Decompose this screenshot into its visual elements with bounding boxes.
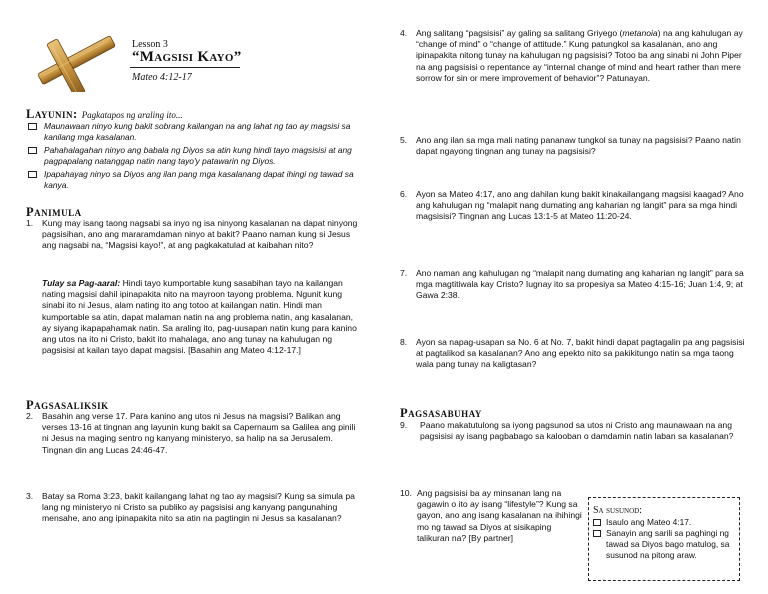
checkbox-icon bbox=[28, 147, 37, 154]
question-1: 1. Kung may isang taong nagsabi sa inyo ng isa ninyong kasalanan na dapat ninyong pagsisihan, ano ang mararamdaman ninyo at bakit? Paano naman kung si Jesus ang nagsabi na, “Magsisi kayo!”, at ang pagkakatulad at kaibahan nito? bbox=[26, 218, 358, 251]
question-7: 7. Ano naman ang kahulugan ng “malapit nang dumating ang kaharian ng langit” para sa mga magtitiwala kay Cristo? Iugnay ito sa propesiya sa Mateo 4:15-16; Juan 1:4, 9; at Gawa 2:38. bbox=[400, 268, 744, 301]
wooden-cross-icon bbox=[28, 30, 126, 92]
layunin-heading-row bbox=[26, 106, 183, 122]
left-column bbox=[26, 0, 364, 524]
list-item: Pahahalagahan ninyo ang babala ng Diyos sa atin kung hindi tayo magsisisi at ang pagpapalang natanggap natin nang tayo'y patawarin ng Diyos. bbox=[28, 145, 364, 167]
tulay-paragraph bbox=[42, 278, 364, 356]
title-divider bbox=[130, 67, 240, 68]
question-3: 3. Batay sa Roma 3:23, bakit kailangang lahat ng tao ay magsisi? Kung sa simula pa lang ng ministeryo ni Cristo sa publiko ay pagsisisi ang kanyang pangunahing mensahe, ano ang ipinapakita nito sa atin na pagtingin ni Jesus sa kasalanan? bbox=[26, 491, 355, 524]
tulay-text: Hindi tayo kumportable kung sasabihan tayo na kailangan nating magsisi dahil ipinapakita nito na mayroon tayong problema. Ngunit kung sinabi ito ni Jesus, alam nating ito ang totoo at kailangan natin. Hindi man kumportable sa atin, dapat malaman natin na ang problema natin, ang kasalanan, ay siyang ikapapahamak natin. Sa araling ito, pag-uusapan natin kung para kanino ang utos na ito ni Cristo, bakit ito mahalaga, ano ang tunay na kahulugan ng pagsisisi at kailan tayo dapat magsisi. [Basahin ang Mateo 4:12-17.] bbox=[42, 278, 357, 356]
question-9: 9. Paano makatutulong sa iyong pagsunod sa utos ni Cristo ang maunawaan na ang pagsisisi ay isang pagbabago sa kalooban o damdamin natin laban sa kasalanan? bbox=[400, 420, 734, 442]
lesson-title: “Magsisi Kayo” bbox=[132, 49, 242, 65]
checkbox-icon bbox=[593, 530, 601, 537]
layunin-heading: Layunin: bbox=[26, 107, 78, 121]
tulay-label: Tulay sa Pag-aaral: bbox=[42, 278, 121, 288]
question-6: 6. Ayon sa Mateo 4:17, ano ang dahilan kung bakit kinakailangang magsisi kaagad? Ano ang kahulugan ng “malapit nang dumating ang kaharian ng langit” para sa mga hindi magsisisi? Tingnan ang Lucas 13:1-5 at Mateo 11:20-24. bbox=[400, 189, 744, 222]
checkbox-icon bbox=[28, 171, 37, 178]
sa-susunod-box bbox=[588, 497, 740, 581]
pagsasabuhay-heading: Pagsasabuhay bbox=[400, 406, 482, 420]
pagsasaliksik-heading: Pagsasaliksik bbox=[26, 398, 109, 412]
list-item: Ipapahayag ninyo sa Diyos ang ilan pang mga kasalanang dapat ihingi ng tawad sa kanya. bbox=[28, 169, 364, 191]
panimula-heading: Panimula bbox=[26, 205, 82, 219]
list-item: Maunawaan ninyo kung bakit sobrang kailangan na ang lahat ng tao ay magsisi sa kanilang mga kasalanan. bbox=[28, 121, 364, 143]
checkbox-icon bbox=[593, 519, 601, 526]
lesson-header bbox=[26, 0, 364, 106]
checkbox-icon bbox=[28, 123, 37, 130]
list-item: Isaulo ang Mateo 4:17. bbox=[593, 517, 733, 528]
question-2: 2. Basahin ang verse 17. Para kanino ang utos ni Jesus na magsisi? Balikan ang verses 13-16 at tingnan ang layunin kung bakit sa Capernaum sa Galilea ang pinili ni Jesus na maging sentro ng kanyang ministeryo, sa halip na sa Jerusalem. Tingnan din ang Lucas 24:46-47. bbox=[26, 411, 356, 455]
question-8: 8. Ayon sa napag-usapan sa No. 6 at No. 7, bakit hindi dapat pagtagalin pa ang pagsisisi at pagtalikod sa kasalanan? Ano ang epekto nito sa pakikitungo natin sa mga taong wala pang tunay na kaligtasan? bbox=[400, 337, 745, 370]
question-10: 10. Ang pagsisisi ba ay minsanan lang na gagawin o ito ay isang “lifestyle”? Kung sa gayon, ano ang isang kasalanan na ihihingi mo ng tawad sa Diyos at sisikaping talikuran na? [By partner] bbox=[400, 488, 582, 543]
scripture-reference: Mateo 4:12-17 bbox=[132, 72, 192, 83]
lesson-label: Lesson 3 bbox=[132, 39, 168, 50]
question-5: 5. Ano ang ilan sa mga mali nating pananaw tungkol sa tunay na pagsisisi? Paano natin dapat ngayong tingnan ang tunay na pagsisisi? bbox=[400, 135, 741, 157]
question-4: 4. Ang salitang “pagsisisi” ay galing sa salitang Griyego (metanoia) na ang kahulugan ay “change of mind” o “change of attitude.” Kung patungkol sa kasalanan, ano ang ipinapakita nitong tunay na kahulugan ng pagsisisi? Totoo ba ang sinabi ni John Piper na ang pagsisisi o repentance ay “internal change of mind and heart rather than mere sorrow for sin or mere improvement of behavior”? Patunayan. bbox=[400, 28, 743, 83]
objectives-list bbox=[28, 121, 364, 193]
layunin-lead: Pagkatapos ng araling ito... bbox=[81, 110, 183, 120]
sa-susunod-list bbox=[593, 517, 733, 561]
list-item: Sanayin ang sarili sa paghingi ng tawad sa Diyos bago matulog, sa susunod na pitong araw. bbox=[593, 528, 733, 561]
sa-susunod-heading: Sa susunod: bbox=[593, 505, 642, 516]
